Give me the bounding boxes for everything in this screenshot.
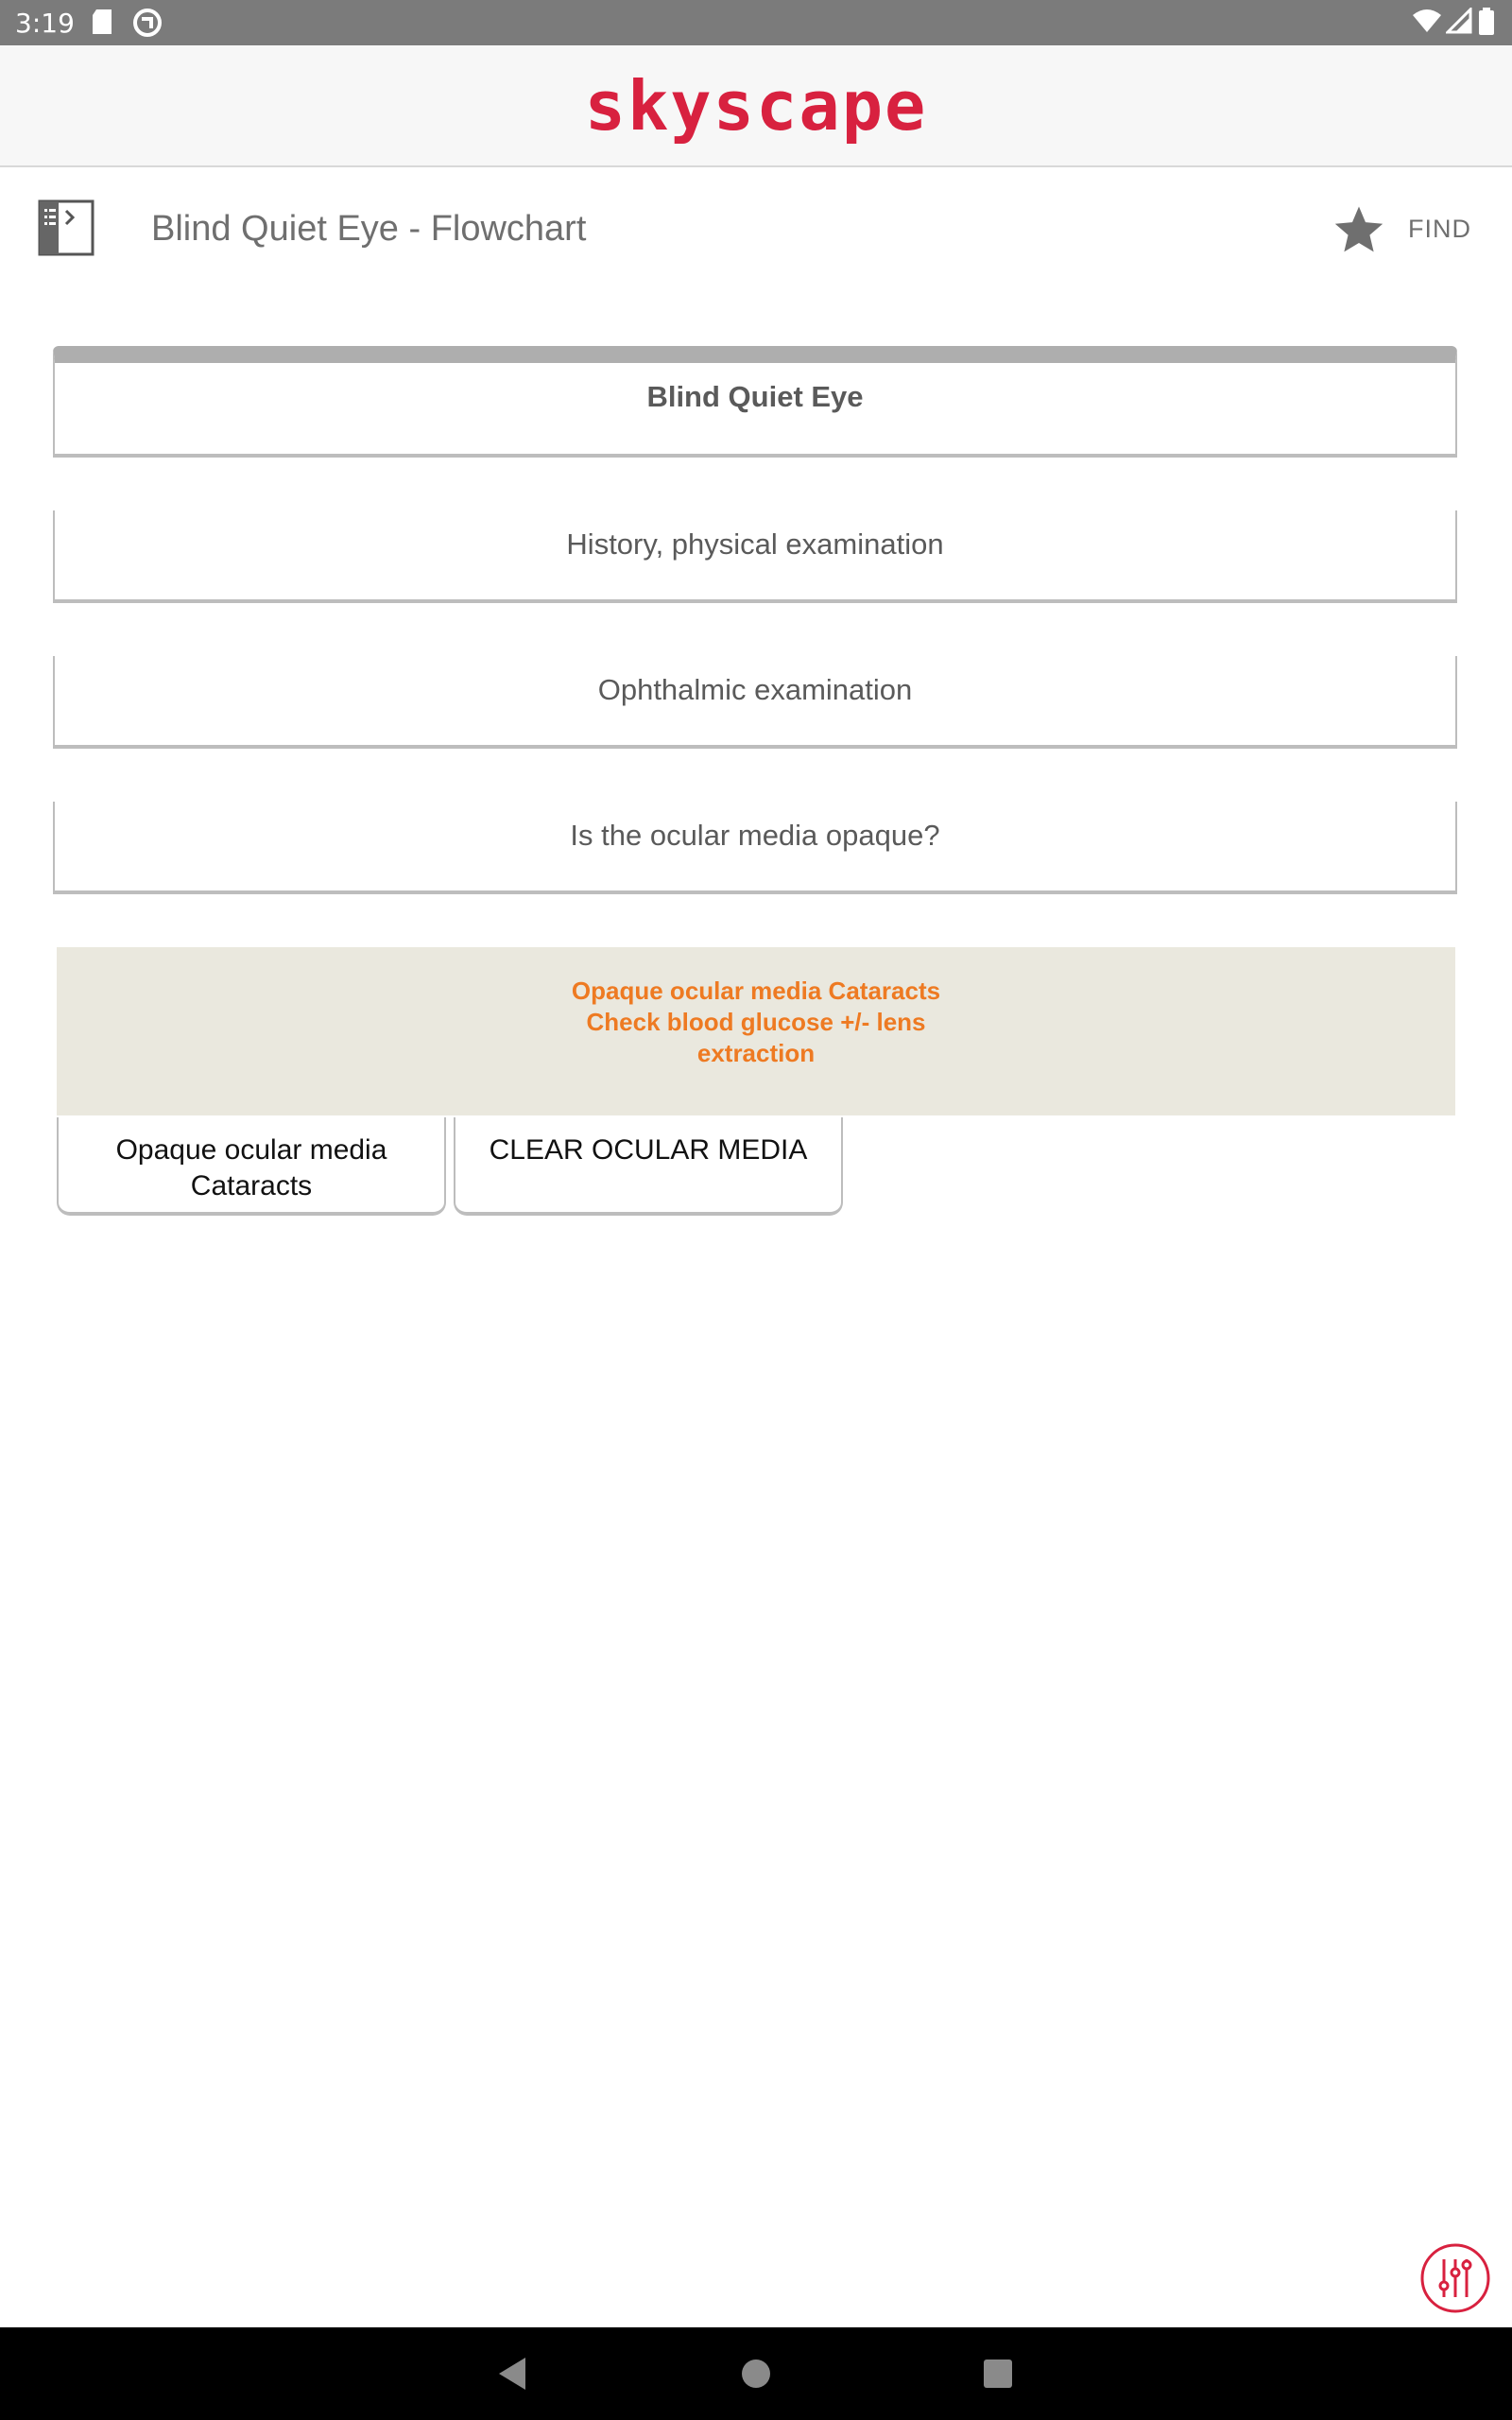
flowchart-title: Blind Quiet Eye [646,380,864,413]
flowchart-step [53,802,1457,894]
back-icon[interactable] [490,2350,537,2397]
signal-icon [1446,8,1472,34]
brand-logo: skyscape [584,66,928,146]
settings-sliders-icon[interactable] [1419,2242,1491,2314]
app-header [0,45,1512,167]
flowchart-step-label: History, physical examination [566,527,944,561]
choice-label: CLEAR OCULAR MEDIA [489,1134,808,1166]
result-panel [57,947,1455,1115]
find-button[interactable]: FIND [1408,215,1471,243]
battery-icon [1478,8,1495,36]
status-time: 3:19 [15,8,75,39]
page-title: Blind Quiet Eye - Flowchart [151,209,587,249]
flowchart-title-box [53,346,1457,458]
star-icon[interactable] [1332,203,1385,256]
result-line: Check blood glucose +/- lens [586,1008,926,1036]
flowchart-step [53,510,1457,603]
nav-bar [0,2327,1512,2420]
choice-label: Opaque ocular media [115,1134,387,1166]
choice-opaque-media-button[interactable] [57,1117,446,1216]
flowchart-step-label: Is the ocular media opaque? [570,819,940,852]
status-bar [0,0,1512,45]
sd-card-icon [91,8,115,36]
sync-icon [132,8,163,38]
toolbar [0,167,1512,290]
result-line: Opaque ocular media Cataracts [571,977,941,1005]
recents-icon[interactable] [974,2350,1022,2397]
flowchart-step-label: Ophthalmic examination [597,673,913,706]
flowchart-step [53,656,1457,749]
home-icon[interactable] [732,2350,780,2397]
wifi-icon [1412,8,1442,34]
toc-icon[interactable] [38,199,94,256]
result-line: extraction [696,1039,816,1067]
choice-label: Cataracts [190,1170,313,1201]
choice-clear-media-button[interactable] [454,1117,843,1216]
